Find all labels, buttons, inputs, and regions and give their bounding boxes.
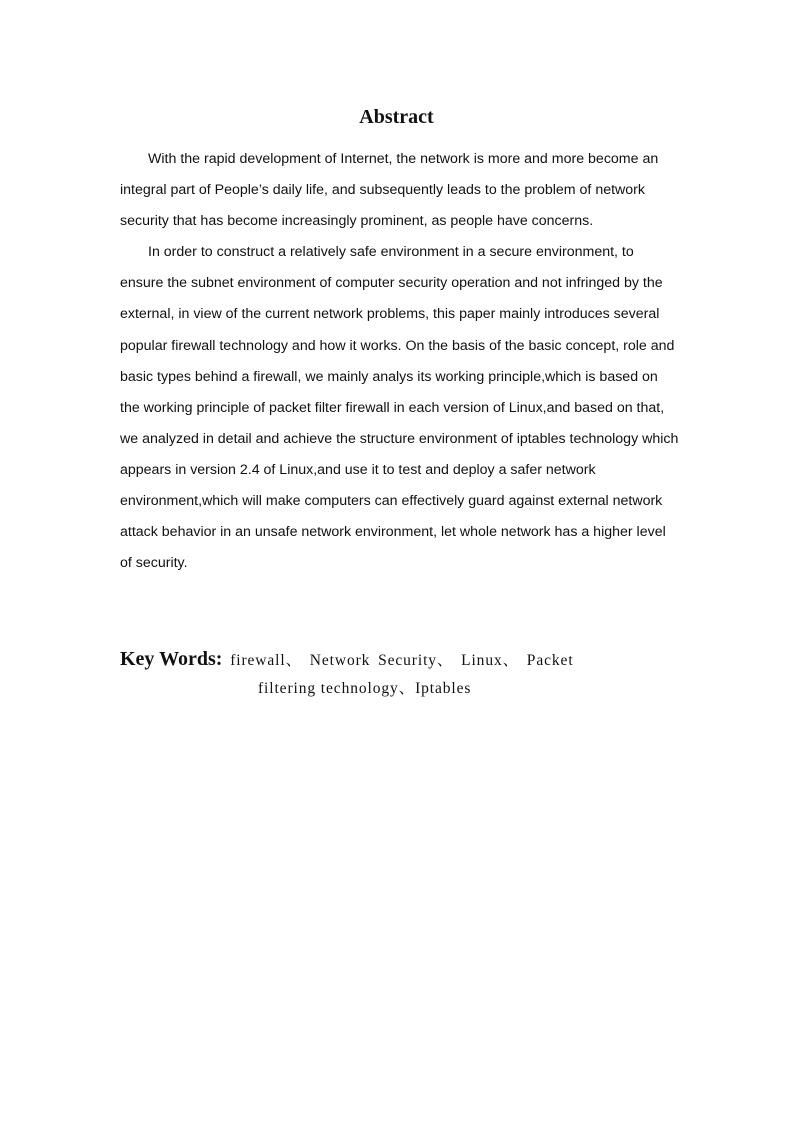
keywords-label: Key Words:	[120, 648, 223, 670]
keywords-section	[120, 645, 680, 703]
abstract-paragraph-2: In order to construct a relatively safe environment in a secure environment, to ensure the subnet environment of computer security operation and not infringed by the external, in view of the current network problems, this paper mainly introduces several popular firewall technology and how it works. On the basis of the basic concept, role and basic types behind a firewall, we mainly analys its working principle,which is based on the working principle of packet filter firewall in each version of Linux,and based on that, we analyzed in detail and achieve the structure environment of iptables technology which appears in version 2.4 of Linux,and use it to test and deploy a safer network environment,which will make computers can effectively guard against external network attack behavior in an unsafe network environment, let whole network has a higher level of security.	[120, 244, 679, 572]
keywords-list-part-1: firewall、 Network Security、 Linux、 Packet	[222, 652, 574, 669]
keywords-line-1	[120, 645, 680, 674]
keywords-list-part-2: filtering technology、Iptables	[258, 680, 472, 697]
abstract-paragraph-1: With the rapid development of Internet, the network is more and more become an integral part of People’s daily life, and subsequently leads to the problem of network security that has become increasingly prominent, as people have concerns.	[120, 151, 659, 230]
abstract-body	[120, 144, 680, 579]
abstract-title: Abstract	[359, 106, 434, 128]
